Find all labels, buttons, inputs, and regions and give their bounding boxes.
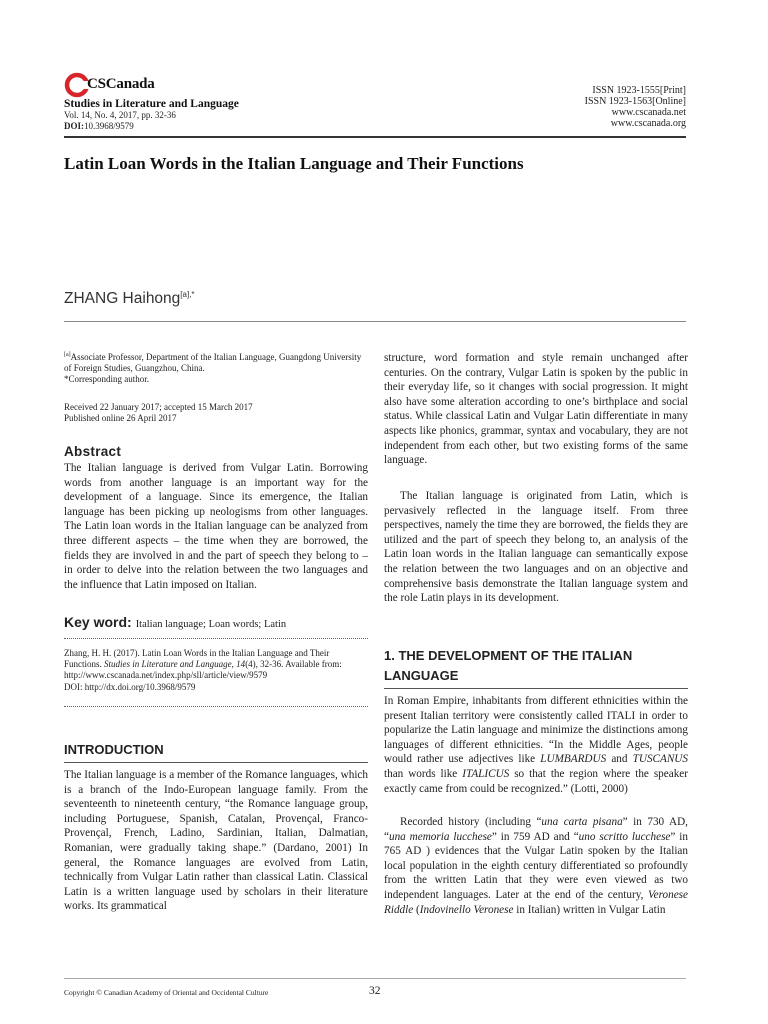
citation-suffix[interactable]: (4), 32-36. Available from: http://www.cscanada.net/index.php/sll/article/view/9579 (64, 659, 342, 681)
footer-divider (64, 978, 686, 979)
body-paragraph-3: In Roman Empire, inhabitants from different ethnicities within the present Italian territory were consistently called ITALI in order to popularize the Latin language and minimize the distinctions among languages of different ethnicities. “In the Middle Ages, people would rather use adjectives like LUMBARDUS and TUSCANUS than words like ITALICUS so that the region where the speaker exactly came from could be recognized.” (Lotti, 2000) (384, 695, 688, 795)
keywords-heading: Key word: (64, 614, 132, 630)
doi-line (64, 121, 134, 131)
author-superscript: [a],* (180, 290, 195, 299)
received-date: Received 22 January 2017; accepted 15 March 2017 (64, 402, 253, 412)
citation-bottom-divider (64, 706, 368, 707)
author-divider (64, 321, 686, 322)
publication-dates (64, 402, 368, 424)
affiliation-superscript: [a] (64, 352, 71, 358)
introduction-text: The Italian language is a member of the Romance languages, which is a branch of the Indo-European language family. From the seventeenth to nineteenth century, “the Romance language group, including Portuguese, Spanish, Catalan, Provençal, Franco-Provençal, French, Ladino, Sardinian, Italian, Dalmatian, Romanian, were gradually taking shape.” (Dardano, 2001) In general, the Romance languages are evolved from Latin, technically from Vulgar Latin rather than classical Latin. Classical Latin is a written language used by scholars in their literature works. Its grammatical (64, 769, 368, 913)
body-paragraph-1: structure, word formation and style remain unchanged after centuries. On the contrary, Vulgar Latin is spoken by the public in their everyday life, so it changes with social progression. It might also have some alteration according to one’s birthplace and social status. While classical Latin and Vulgar Latin differentiate in many aspects like phonics, grammar, syntax and vocabulary, they are not independent from each other, but two existing forms of the same language. (384, 352, 688, 467)
volume-info: Vol. 14, No. 4, 2017, pp. 32-36 (64, 110, 176, 120)
affiliation-text: Associate Professor, Department of the Italian Language, Guangdong University of Foreign Studies, Guangzhou, China. (64, 352, 362, 373)
website-link-net[interactable]: www.cscanada.net (611, 107, 686, 118)
body-paragraph-2: The Italian language is originated from Latin, which is pervasively reflected in the language itself. From three perspectives, namely the time they are borrowed, the fields they are utilized and the part of speech they belong to, an analysis of the Latin loan words in the Italian language can semantically expose the relation between the two languages and on an objective and comprehensive basis demonstrate the Italian language system and the role Latin plays in its development. (384, 490, 688, 605)
doi-label: DOI: (64, 121, 84, 131)
author-line (64, 290, 195, 308)
page-number: 32 (369, 985, 381, 997)
published-date: Published online 26 April 2017 (64, 413, 177, 423)
section-1-heading: 1. THE DEVELOPMENT OF THE ITALIAN LANGUAGE (384, 648, 633, 683)
author-name: ZHANG Haihong (64, 290, 181, 308)
keywords-list: Italian language; Loan words; Latin (135, 619, 287, 630)
article-title: Latin Loan Words in the Italian Language and Their Functions (64, 154, 524, 173)
body-paragraph-4: Recorded history (including “una carta pisana” in 730 AD, “una memoria lucchese” in 759 AD and “uno scritto lucchese” in 765 AD ) evidences that the Vulgar Latin spoken by the Italian local population in the eighth century differentiated so profoundly from the written Latin that they were even viewed as two independent languages. Later at the end of the century, Veronese Riddle (Indovinello Veronese in Italian) written in Vulgar Latin (384, 816, 689, 916)
issn-block (585, 85, 686, 129)
introduction-heading: INTRODUCTION (64, 742, 164, 757)
keywords-line (64, 614, 368, 630)
publisher-name: CSCanada (87, 76, 155, 92)
issn-print: ISSN 1923-1555[Print] (592, 85, 686, 96)
introduction-divider (64, 762, 368, 763)
header-divider (64, 136, 686, 138)
doi-value: 10.3968/9579 (84, 121, 134, 131)
issn-online: ISSN 1923-1563[Online] (584, 96, 686, 107)
affiliation (64, 350, 368, 385)
citation-doi[interactable]: DOI: http://dx.doi.org/10.3968/9579 (64, 681, 196, 692)
journal-name: Studies in Literature and Language (64, 98, 239, 110)
abstract-text: The Italian language is derived from Vulgar Latin. Borrowing words from another language is an important way for the development of a language. Since its emergence, the Italian language has been picking up neologisms from other languages. The Latin loan words in the Italian language can be analyzed from three different aspects – the time when they are borrowed, the fields they are involved in and the part of speech they belong to – in order to delve into the relation between the two languages and the influence that Latin imposed on Italian. (64, 462, 368, 591)
citation-prefix: Zhang, H. H. (2017). Latin Loan Words in the Italian Language and Their Functions. (64, 648, 330, 670)
section-1-divider (384, 688, 688, 689)
corresponding-note: *Corresponding author. (64, 374, 149, 384)
website-link-org[interactable]: www.cscanada.org (610, 118, 686, 129)
citation-block (64, 648, 368, 693)
copyright-notice: Copyright © Canadian Academy of Oriental and Occidental Culture (64, 988, 269, 997)
citation-journal: Studies in Literature and Language, 14 (104, 659, 246, 670)
citation-top-divider (64, 638, 368, 639)
abstract-heading: Abstract (64, 444, 122, 459)
